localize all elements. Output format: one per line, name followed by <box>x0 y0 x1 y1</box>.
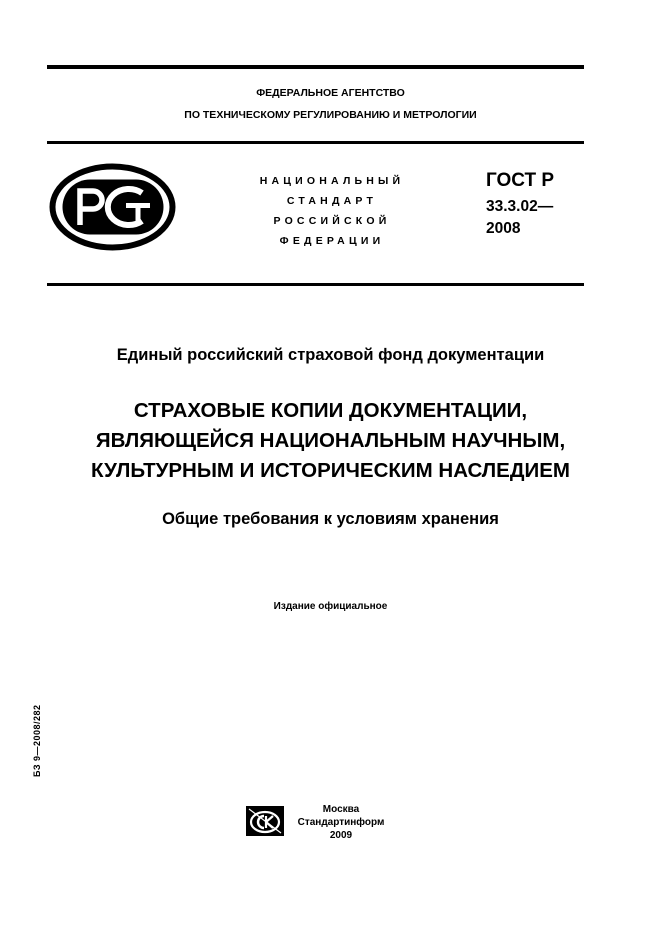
national-standard-line-2: СТАНДАРТ <box>286 195 378 207</box>
document-title-line-1: СТРАХОВЫЕ КОПИИ ДОКУМЕНТАЦИИ, <box>133 399 528 422</box>
header-bottom-rule <box>47 283 584 286</box>
standartinform-logo-icon <box>246 806 284 836</box>
national-standard-line-4: ФЕДЕРАЦИИ <box>279 235 385 247</box>
gost-year: 2008 <box>486 220 521 237</box>
edition-note: Издание официальное <box>273 601 388 612</box>
bz-code: БЗ 9—2008/282 <box>32 704 42 777</box>
publisher-city: Москва <box>322 804 360 815</box>
document-title-line-2: ЯВЛЯЮЩЕЙСЯ НАЦИОНАЛЬНЫМ НАУЧНЫМ, <box>95 429 566 452</box>
header-rule <box>47 141 584 144</box>
agency-line-2: ПО ТЕХНИЧЕСКОМУ РЕГУЛИРОВАНИЮ И МЕТРОЛОГИИ <box>184 109 477 121</box>
gost-r-emblem-icon <box>49 163 176 251</box>
fund-name: Единый российский страховой фонд документации <box>116 346 545 364</box>
top-rule <box>47 65 584 69</box>
agency-line-1: ФЕДЕРАЛЬНОЕ АГЕНТСТВО <box>256 87 405 99</box>
document-title-line-3: КУЛЬТУРНЫМ И ИСТОРИЧЕСКИМ НАСЛЕДИЕМ <box>91 459 570 482</box>
publisher-name: Стандартинформ <box>297 817 385 828</box>
gost-number: 33.3.02— <box>486 198 554 215</box>
national-standard-line-1: НАЦИОНАЛЬНЫЙ <box>259 175 405 187</box>
document-subtitle: Общие требования к условиям хранения <box>162 510 499 528</box>
national-standard-line-3: РОССИЙСКОЙ <box>273 215 391 227</box>
publisher-year: 2009 <box>329 830 353 841</box>
gost-designation: ГОСТ Р <box>486 170 555 191</box>
